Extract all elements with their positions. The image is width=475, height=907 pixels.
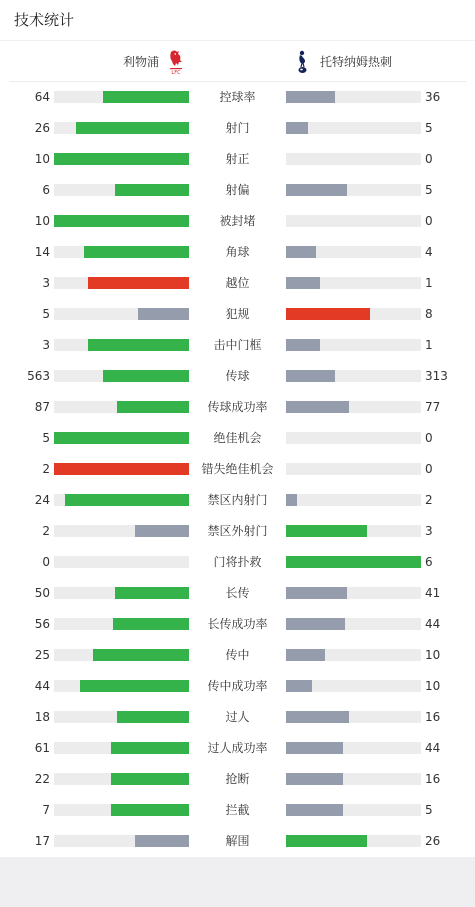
stat-row [0, 485, 475, 516]
away-stat-value: 4 [425, 245, 433, 259]
away-stat-value: 0 [425, 152, 433, 166]
home-stat-bar [93, 649, 189, 661]
stat-row [0, 82, 475, 113]
home-stat-bar-track [54, 215, 189, 227]
away-stat-bar-track [286, 556, 421, 568]
home-stat-bar [111, 804, 189, 816]
away-stat-value: 0 [425, 462, 433, 476]
away-stat-value: 1 [425, 338, 433, 352]
away-stat-value: 36 [425, 90, 441, 104]
away-stat-bar-track [286, 680, 421, 692]
away-stat-bar-track [286, 649, 421, 661]
home-stat-value: 563 [27, 369, 50, 383]
home-stat-bar-track [54, 308, 189, 320]
home-stat-value: 26 [34, 121, 50, 135]
away-stat-bar [286, 649, 325, 661]
stat-label: 传球 [225, 369, 250, 383]
home-team-name: 利物浦 [122, 55, 159, 69]
away-stat-bar [286, 680, 312, 692]
stat-label: 解围 [225, 834, 250, 848]
stat-row [0, 113, 475, 144]
stat-row [0, 392, 475, 423]
home-stat-value: 10 [34, 214, 50, 228]
home-stat-bar [117, 711, 189, 723]
stat-row [0, 144, 475, 175]
home-stat-value: 18 [34, 710, 50, 724]
away-stat-value: 3 [425, 524, 433, 538]
stat-row [0, 268, 475, 299]
away-stat-value: 16 [425, 772, 441, 786]
home-stat-value: 5 [42, 307, 50, 321]
away-stat-bar-track [286, 804, 421, 816]
stat-label: 越位 [225, 276, 250, 290]
home-stat-value: 44 [34, 679, 50, 693]
away-stat-bar-track [286, 91, 421, 103]
away-stat-bar-track [286, 432, 421, 444]
home-stat-bar [111, 773, 189, 785]
stat-row [0, 299, 475, 330]
home-stat-bar [113, 618, 189, 630]
home-stat-bar-track [54, 339, 189, 351]
stat-label: 过人成功率 [207, 741, 268, 755]
home-stat-bar-track [54, 618, 189, 630]
away-stat-value: 77 [425, 400, 441, 414]
away-stat-bar [286, 835, 367, 847]
away-stat-bar [286, 277, 320, 289]
stat-row [0, 206, 475, 237]
away-stat-value: 10 [425, 679, 441, 693]
away-stat-bar [286, 184, 347, 196]
home-stat-bar [54, 153, 189, 165]
stat-label: 被封堵 [219, 214, 256, 228]
away-stat-value: 313 [425, 369, 448, 383]
home-stat-bar-track [54, 432, 189, 444]
home-stat-bar [76, 122, 189, 134]
home-stat-bar-track [54, 649, 189, 661]
home-stat-bar [103, 91, 189, 103]
home-stat-bar-track [54, 370, 189, 382]
away-stat-value: 0 [425, 431, 433, 445]
home-stat-value: 87 [34, 400, 50, 414]
stat-label: 角球 [225, 245, 250, 259]
page-title: 技术统计 [14, 11, 75, 29]
title-divider [0, 40, 475, 41]
home-stat-bar [135, 835, 189, 847]
away-stat-bar [286, 494, 297, 506]
home-stat-value: 24 [34, 493, 50, 507]
stat-row [0, 702, 475, 733]
stat-row [0, 640, 475, 671]
home-stat-bar-track [54, 525, 189, 537]
home-stat-bar [54, 215, 189, 227]
away-stat-bar-track [286, 246, 421, 258]
cockerel-crest-icon [294, 49, 312, 75]
home-stat-value: 14 [34, 245, 50, 259]
away-stat-value: 6 [425, 555, 433, 569]
away-stat-bar-track [286, 277, 421, 289]
home-team[interactable] [123, 49, 185, 74]
teams-header [9, 44, 466, 82]
home-stat-value: 61 [34, 741, 50, 755]
stat-label: 长传 [225, 586, 250, 600]
away-stat-bar-track [286, 401, 421, 413]
stat-row [0, 795, 475, 826]
home-stat-bar-track [54, 804, 189, 816]
stat-label: 禁区内射门 [207, 493, 268, 507]
away-stat-bar-track [286, 711, 421, 723]
home-stat-value: 7 [42, 803, 50, 817]
stat-label: 传球成功率 [207, 400, 268, 414]
away-stat-bar-track [286, 463, 421, 475]
away-stat-bar [286, 804, 343, 816]
away-stat-bar-track [286, 339, 421, 351]
home-stat-bar [117, 401, 189, 413]
stat-label: 犯规 [225, 307, 250, 321]
stat-label: 绝佳机会 [213, 431, 262, 445]
stat-row [0, 237, 475, 268]
home-stat-bar-track [54, 835, 189, 847]
away-stat-bar-track [286, 184, 421, 196]
home-stat-bar-track [54, 184, 189, 196]
away-stat-value: 0 [425, 214, 433, 228]
home-stat-bar-track [54, 680, 189, 692]
away-stat-bar [286, 91, 335, 103]
home-stat-value: 3 [42, 276, 50, 290]
stat-label: 拦截 [225, 803, 250, 817]
stats-list [0, 82, 475, 857]
home-stat-bar [80, 680, 189, 692]
away-stat-bar-track [286, 587, 421, 599]
away-stat-bar-track [286, 742, 421, 754]
stat-label: 长传成功率 [207, 617, 268, 631]
home-stat-bar [115, 184, 189, 196]
home-stat-bar-track [54, 711, 189, 723]
away-stat-bar-track [286, 153, 421, 165]
away-stat-bar [286, 308, 370, 320]
home-stat-bar-track [54, 277, 189, 289]
away-stat-bar [286, 339, 320, 351]
stat-label: 过人 [225, 710, 250, 724]
away-stat-bar [286, 773, 343, 785]
home-stat-value: 64 [34, 90, 50, 104]
away-stat-value: 5 [425, 803, 433, 817]
stat-label: 传中 [225, 648, 250, 662]
home-stat-bar [103, 370, 189, 382]
home-stat-bar [88, 339, 189, 351]
stat-label: 射门 [225, 121, 250, 135]
away-stat-bar [286, 711, 349, 723]
away-stat-value: 26 [425, 834, 441, 848]
home-stat-value: 50 [34, 586, 50, 600]
away-stat-bar-track [286, 773, 421, 785]
home-stat-value: 0 [42, 555, 50, 569]
stat-row [0, 175, 475, 206]
away-stat-value: 2 [425, 493, 433, 507]
away-stat-bar [286, 246, 316, 258]
away-stat-value: 44 [425, 741, 441, 755]
stat-row [0, 671, 475, 702]
home-stat-bar [138, 308, 189, 320]
away-stat-bar [286, 587, 347, 599]
home-stat-value: 2 [42, 462, 50, 476]
home-stat-value: 22 [34, 772, 50, 786]
away-stat-bar-track [286, 835, 421, 847]
away-team-name: 托特纳姆热刺 [320, 55, 393, 69]
home-stat-value: 5 [42, 431, 50, 445]
away-stat-bar-track [286, 215, 421, 227]
home-stat-bar-track [54, 742, 189, 754]
home-stat-bar [84, 246, 189, 258]
home-stat-bar [88, 277, 189, 289]
away-stat-value: 44 [425, 617, 441, 631]
stat-row [0, 826, 475, 857]
home-stat-bar-track [54, 587, 189, 599]
home-stat-value: 2 [42, 524, 50, 538]
liverbird-crest-icon [167, 49, 185, 75]
home-stat-bar [111, 742, 189, 754]
home-stat-value: 3 [42, 338, 50, 352]
away-stat-bar [286, 370, 335, 382]
stat-label: 门将扑救 [213, 555, 262, 569]
away-stat-bar [286, 122, 308, 134]
home-stat-bar [54, 463, 189, 475]
home-stat-value: 25 [34, 648, 50, 662]
away-stat-bar-track [286, 370, 421, 382]
away-stat-bar-track [286, 618, 421, 630]
home-stat-value: 17 [34, 834, 50, 848]
away-stat-value: 41 [425, 586, 441, 600]
home-stat-bar-track [54, 91, 189, 103]
stat-label: 禁区外射门 [207, 524, 268, 538]
stat-label: 传中成功率 [207, 679, 268, 693]
home-stat-bar-track [54, 494, 189, 506]
home-stat-value: 6 [42, 183, 50, 197]
stat-label: 击中门框 [213, 338, 262, 352]
away-stat-bar-track [286, 525, 421, 537]
stat-label: 错失绝佳机会 [201, 462, 274, 476]
stat-row [0, 578, 475, 609]
stat-label: 抢断 [225, 772, 250, 786]
home-stat-value: 10 [34, 152, 50, 166]
stat-label: 射偏 [225, 183, 250, 197]
home-stat-bar-track [54, 773, 189, 785]
home-stat-bar [65, 494, 189, 506]
stat-label: 控球率 [219, 90, 256, 104]
away-stat-value: 8 [425, 307, 433, 321]
away-stat-value: 1 [425, 276, 433, 290]
home-stat-bar [135, 525, 189, 537]
stat-row [0, 547, 475, 578]
away-stat-value: 16 [425, 710, 441, 724]
stat-row [0, 423, 475, 454]
stat-row [0, 609, 475, 640]
home-stat-bar-track [54, 556, 189, 568]
away-stat-bar [286, 618, 345, 630]
away-stat-bar-track [286, 308, 421, 320]
home-stat-bar-track [54, 153, 189, 165]
away-stat-bar [286, 525, 367, 537]
away-stat-value: 5 [425, 121, 433, 135]
home-stat-value: 56 [34, 617, 50, 631]
home-stat-bar-track [54, 401, 189, 413]
home-stat-bar [54, 432, 189, 444]
away-team[interactable] [294, 49, 392, 74]
svg-text:LFC: LFC [171, 69, 181, 75]
away-stat-bar [286, 401, 349, 413]
stat-row [0, 733, 475, 764]
away-stat-value: 5 [425, 183, 433, 197]
stat-row [0, 330, 475, 361]
away-stat-bar [286, 556, 421, 568]
stat-row [0, 361, 475, 392]
away-stat-bar-track [286, 122, 421, 134]
home-stat-bar [115, 587, 189, 599]
away-stat-value: 10 [425, 648, 441, 662]
home-stat-bar-track [54, 122, 189, 134]
stat-row [0, 516, 475, 547]
stat-row [0, 764, 475, 795]
stat-row [0, 454, 475, 485]
stat-label: 射正 [225, 152, 250, 166]
home-stat-bar-track [54, 246, 189, 258]
away-stat-bar [286, 742, 343, 754]
away-stat-bar-track [286, 494, 421, 506]
home-stat-bar-track [54, 463, 189, 475]
